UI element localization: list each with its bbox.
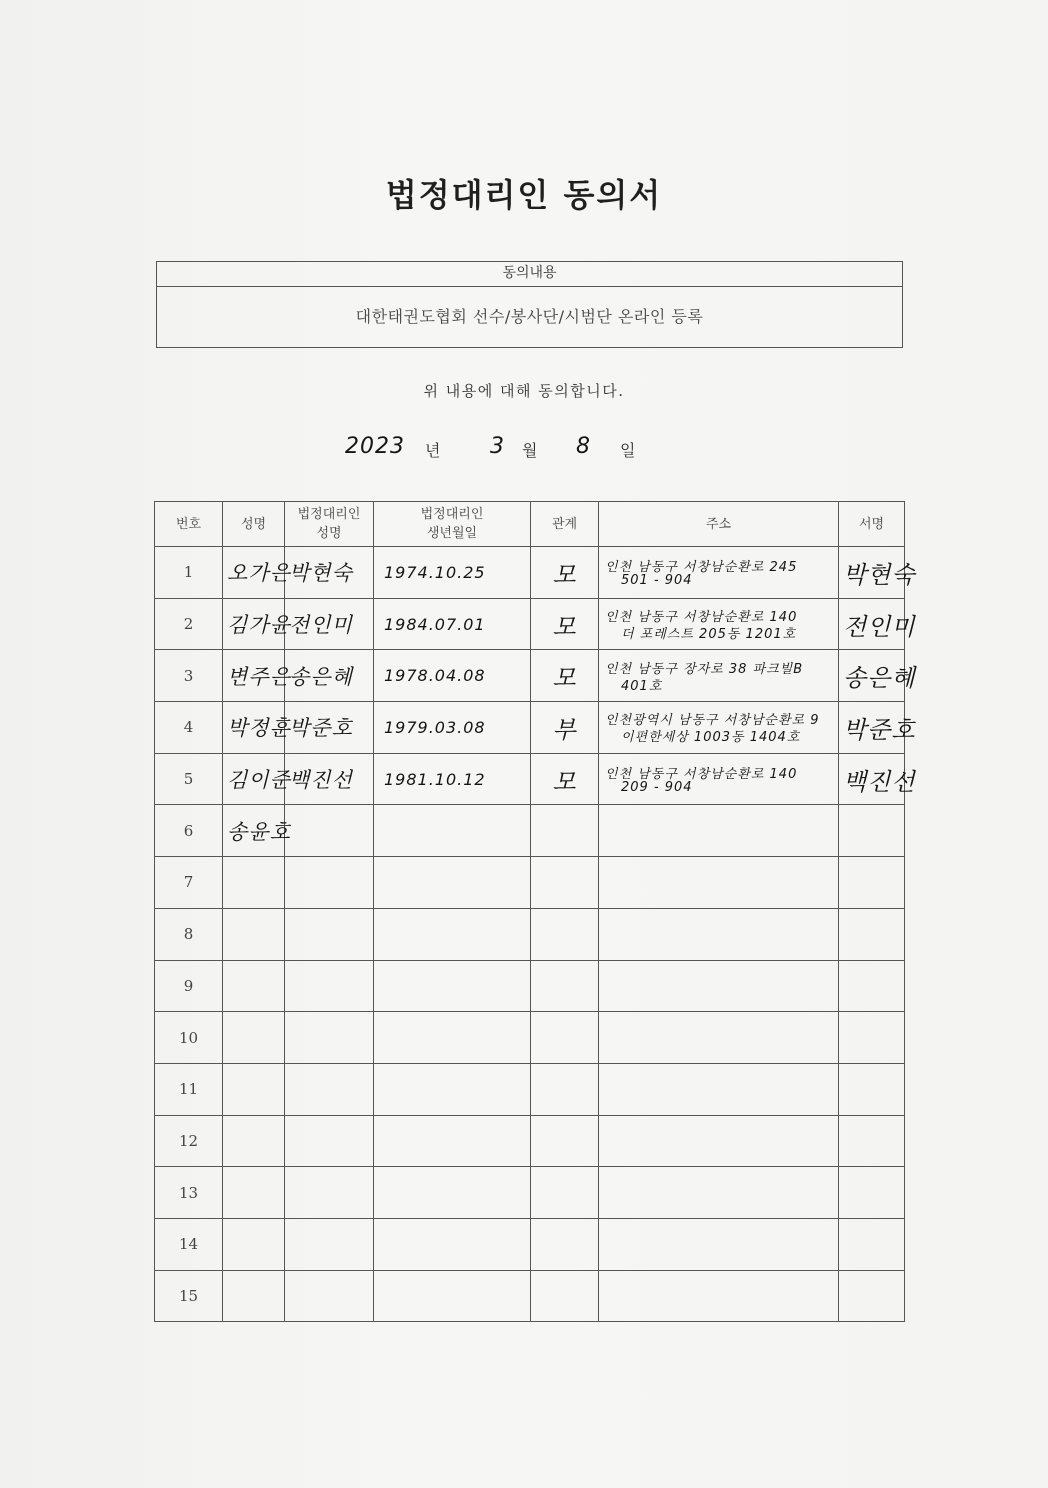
table-row bbox=[155, 598, 905, 650]
guardian-name-cell bbox=[285, 1270, 374, 1322]
guardian-birth-cell bbox=[374, 650, 531, 702]
address-line-2: 209 - 904 bbox=[621, 780, 693, 796]
guardian-birth: 1979.03.08 bbox=[384, 717, 486, 737]
guardian-birth: 1974.10.25 bbox=[384, 562, 486, 582]
signature-cell bbox=[839, 805, 905, 857]
address-line-2: 이편한세상 1003동 1404호 bbox=[621, 730, 801, 746]
address-cell bbox=[599, 650, 839, 702]
address-line-1: 인천광역시 남동구 서창남순환로 9 bbox=[605, 713, 820, 729]
relation-cell bbox=[531, 702, 599, 754]
relation: 모 bbox=[552, 664, 577, 693]
signature: 박준호 bbox=[843, 715, 916, 744]
relation-cell bbox=[531, 753, 599, 805]
guardian-birth: 1981.10.12 bbox=[384, 769, 486, 789]
address-cell bbox=[599, 1115, 839, 1167]
student-name-cell bbox=[223, 753, 291, 805]
row-number: 4 bbox=[155, 702, 223, 754]
row-number: 13 bbox=[155, 1167, 223, 1219]
table-row bbox=[155, 650, 905, 702]
date-line bbox=[340, 432, 660, 468]
address-line-1: 인천 남동구 서창남순환로 140 bbox=[605, 767, 798, 783]
student-name-cell bbox=[223, 1063, 285, 1115]
date-month-unit: 월 bbox=[522, 441, 538, 460]
signature-cell bbox=[839, 1115, 905, 1167]
table-row bbox=[155, 1218, 905, 1270]
guardian-name-cell bbox=[285, 1115, 374, 1167]
student-name: 오가은 bbox=[227, 561, 291, 586]
guardian-name: 송은혜 bbox=[289, 664, 353, 689]
guardian-name: 박현숙 bbox=[289, 561, 353, 586]
consent-box bbox=[156, 261, 903, 348]
guardian-birth-cell bbox=[374, 1270, 531, 1322]
header-name: 성명 bbox=[223, 502, 285, 547]
student-name-cell bbox=[223, 650, 291, 702]
address-line-1: 인천 남동구 장자로 38 파크빌B bbox=[605, 661, 804, 677]
date-year-unit: 년 bbox=[425, 441, 441, 460]
address-cell bbox=[599, 1270, 839, 1322]
relation-cell bbox=[531, 1270, 599, 1322]
student-name-cell bbox=[223, 1167, 285, 1219]
address-cell bbox=[599, 857, 839, 909]
header-signature: 서명 bbox=[839, 502, 905, 547]
table-row bbox=[155, 1270, 905, 1322]
signature-cell bbox=[839, 598, 916, 650]
relation: 모 bbox=[552, 767, 577, 796]
guardian-birth-cell bbox=[374, 1012, 531, 1064]
student-name: 변주은 bbox=[227, 664, 291, 689]
signature: 백진선 bbox=[843, 767, 916, 796]
student-name-cell bbox=[223, 598, 291, 650]
guardian-table bbox=[154, 501, 916, 1322]
relation: 모 bbox=[552, 612, 577, 641]
address-cell bbox=[599, 753, 839, 805]
guardian-name: 백진선 bbox=[289, 768, 353, 793]
signature: 전인미 bbox=[843, 612, 916, 641]
row-number: 10 bbox=[155, 1012, 223, 1064]
table-row bbox=[155, 805, 905, 857]
row-number: 6 bbox=[155, 805, 223, 857]
date-month: 3 bbox=[490, 434, 505, 459]
signature-cell bbox=[839, 702, 916, 754]
address-cell bbox=[599, 1218, 839, 1270]
signature: 송은혜 bbox=[843, 664, 916, 693]
row-number: 1 bbox=[155, 547, 223, 599]
row-number: 14 bbox=[155, 1218, 223, 1270]
table-row bbox=[155, 857, 905, 909]
guardian-name-cell bbox=[285, 857, 374, 909]
signature-cell bbox=[839, 753, 916, 805]
student-name-cell bbox=[223, 547, 291, 599]
student-name-cell bbox=[223, 1270, 285, 1322]
header-no: 번호 bbox=[155, 502, 223, 547]
student-name: 김이준 bbox=[227, 768, 291, 793]
relation-cell bbox=[531, 650, 599, 702]
address-line-2: 더 포레스트 205동 1201호 bbox=[621, 627, 797, 643]
guardian-birth-cell bbox=[374, 908, 531, 960]
signature-cell bbox=[839, 1218, 905, 1270]
row-number: 2 bbox=[155, 598, 223, 650]
address-cell bbox=[599, 1167, 839, 1219]
address-line-1: 인천 남동구 서창남순환로 140 bbox=[605, 610, 798, 626]
student-name-cell bbox=[223, 857, 285, 909]
student-name-cell bbox=[223, 1218, 285, 1270]
guardian-birth-cell bbox=[374, 598, 531, 650]
header-guardian-birth: 법정대리인 생년월일 bbox=[374, 502, 531, 547]
signature-cell bbox=[839, 1167, 905, 1219]
row-number: 3 bbox=[155, 650, 223, 702]
signature-cell bbox=[839, 1270, 905, 1322]
relation-cell bbox=[531, 547, 599, 599]
address-cell bbox=[599, 960, 839, 1012]
guardian-name-cell bbox=[285, 1063, 374, 1115]
agree-statement: 위 내용에 대해 동의합니다. bbox=[423, 382, 625, 400]
table-row bbox=[155, 960, 905, 1012]
date-day: 8 bbox=[576, 434, 591, 459]
guardian-name-cell bbox=[285, 598, 374, 650]
document-title: 법정대리인 동의서 bbox=[385, 176, 663, 214]
relation-cell bbox=[531, 1063, 599, 1115]
guardian-name-cell bbox=[285, 702, 374, 754]
guardian-birth-cell bbox=[374, 1063, 531, 1115]
relation-cell bbox=[531, 1115, 599, 1167]
table-row bbox=[155, 1167, 905, 1219]
signature-cell bbox=[839, 547, 916, 599]
guardian-name: 전인미 bbox=[289, 613, 353, 638]
signature-cell bbox=[839, 908, 905, 960]
student-name-cell bbox=[223, 960, 285, 1012]
student-name: 송윤호 bbox=[227, 819, 291, 844]
guardian-birth-cell bbox=[374, 753, 531, 805]
guardian-name-cell bbox=[285, 805, 374, 857]
signature-cell bbox=[839, 1063, 905, 1115]
guardian-name-cell bbox=[285, 650, 374, 702]
guardian-name-cell bbox=[285, 908, 374, 960]
table-row bbox=[155, 1063, 905, 1115]
table-row bbox=[155, 702, 905, 754]
consent-body: 대한태권도협회 선수/봉사단/시범단 온라인 등록 bbox=[355, 307, 704, 326]
student-name-cell bbox=[223, 702, 291, 754]
table-row bbox=[155, 547, 905, 599]
guardian-birth-cell bbox=[374, 1218, 531, 1270]
guardian-name-cell bbox=[285, 1012, 374, 1064]
table-row bbox=[155, 753, 905, 805]
address-cell bbox=[599, 702, 839, 754]
signature-cell bbox=[839, 650, 916, 702]
header-guardian-name: 법정대리인 성명 bbox=[285, 502, 374, 547]
guardian-name: 박준호 bbox=[289, 716, 353, 741]
signature-cell bbox=[839, 960, 905, 1012]
student-name-cell bbox=[223, 1012, 285, 1064]
address-cell bbox=[599, 1012, 839, 1064]
guardian-birth-cell bbox=[374, 960, 531, 1012]
student-name-cell bbox=[223, 1115, 285, 1167]
guardian-name-cell bbox=[285, 753, 374, 805]
relation-cell bbox=[531, 1218, 599, 1270]
relation: 모 bbox=[552, 560, 577, 589]
row-number: 5 bbox=[155, 753, 223, 805]
row-number: 12 bbox=[155, 1115, 223, 1167]
header-relation: 관계 bbox=[531, 502, 599, 547]
address-cell bbox=[599, 547, 839, 599]
guardian-name-cell bbox=[285, 1167, 374, 1219]
student-name-cell bbox=[223, 805, 291, 857]
guardian-name-cell bbox=[285, 960, 374, 1012]
relation-cell bbox=[531, 908, 599, 960]
address-cell bbox=[599, 1063, 839, 1115]
address-line-2: 401호 bbox=[621, 678, 663, 694]
row-number: 7 bbox=[155, 857, 223, 909]
row-number: 15 bbox=[155, 1270, 223, 1322]
relation: 부 bbox=[552, 715, 577, 744]
student-name: 박정훈 bbox=[227, 716, 291, 741]
guardian-birth: 1984.07.01 bbox=[384, 614, 486, 634]
relation-cell bbox=[531, 805, 599, 857]
row-number: 8 bbox=[155, 908, 223, 960]
table-row bbox=[155, 908, 905, 960]
guardian-name-cell bbox=[285, 1218, 374, 1270]
student-name: 김가윤 bbox=[227, 613, 291, 638]
address-cell bbox=[599, 598, 839, 650]
header-address: 주소 bbox=[599, 502, 839, 547]
relation-cell bbox=[531, 857, 599, 909]
table-header-row bbox=[155, 502, 905, 547]
relation-cell bbox=[531, 1012, 599, 1064]
consent-header: 동의내용 bbox=[157, 262, 902, 287]
relation-cell bbox=[531, 960, 599, 1012]
date-year: 2023 bbox=[345, 434, 405, 459]
signature: 박현숙 bbox=[843, 560, 916, 589]
student-name-cell bbox=[223, 908, 285, 960]
relation-cell bbox=[531, 1167, 599, 1219]
guardian-birth-cell bbox=[374, 1115, 531, 1167]
address-cell bbox=[599, 805, 839, 857]
address-line-1: 인천 남동구 서창남순환로 245 bbox=[605, 560, 798, 576]
guardian-birth-cell bbox=[374, 547, 531, 599]
relation-cell bbox=[531, 598, 599, 650]
signature-cell bbox=[839, 857, 905, 909]
date-day-unit: 일 bbox=[620, 441, 636, 460]
guardian-birth-cell bbox=[374, 805, 531, 857]
address-line-2: 501 - 904 bbox=[621, 573, 693, 589]
table-row bbox=[155, 1012, 905, 1064]
guardian-birth-cell bbox=[374, 702, 531, 754]
table-row bbox=[155, 1115, 905, 1167]
row-number: 11 bbox=[155, 1063, 223, 1115]
guardian-birth-cell bbox=[374, 1167, 531, 1219]
signature-cell bbox=[839, 1012, 905, 1064]
row-number: 9 bbox=[155, 960, 223, 1012]
guardian-birth-cell bbox=[374, 857, 531, 909]
guardian-name-cell bbox=[285, 547, 374, 599]
address-cell bbox=[599, 908, 839, 960]
guardian-birth: 1978.04.08 bbox=[384, 666, 486, 686]
